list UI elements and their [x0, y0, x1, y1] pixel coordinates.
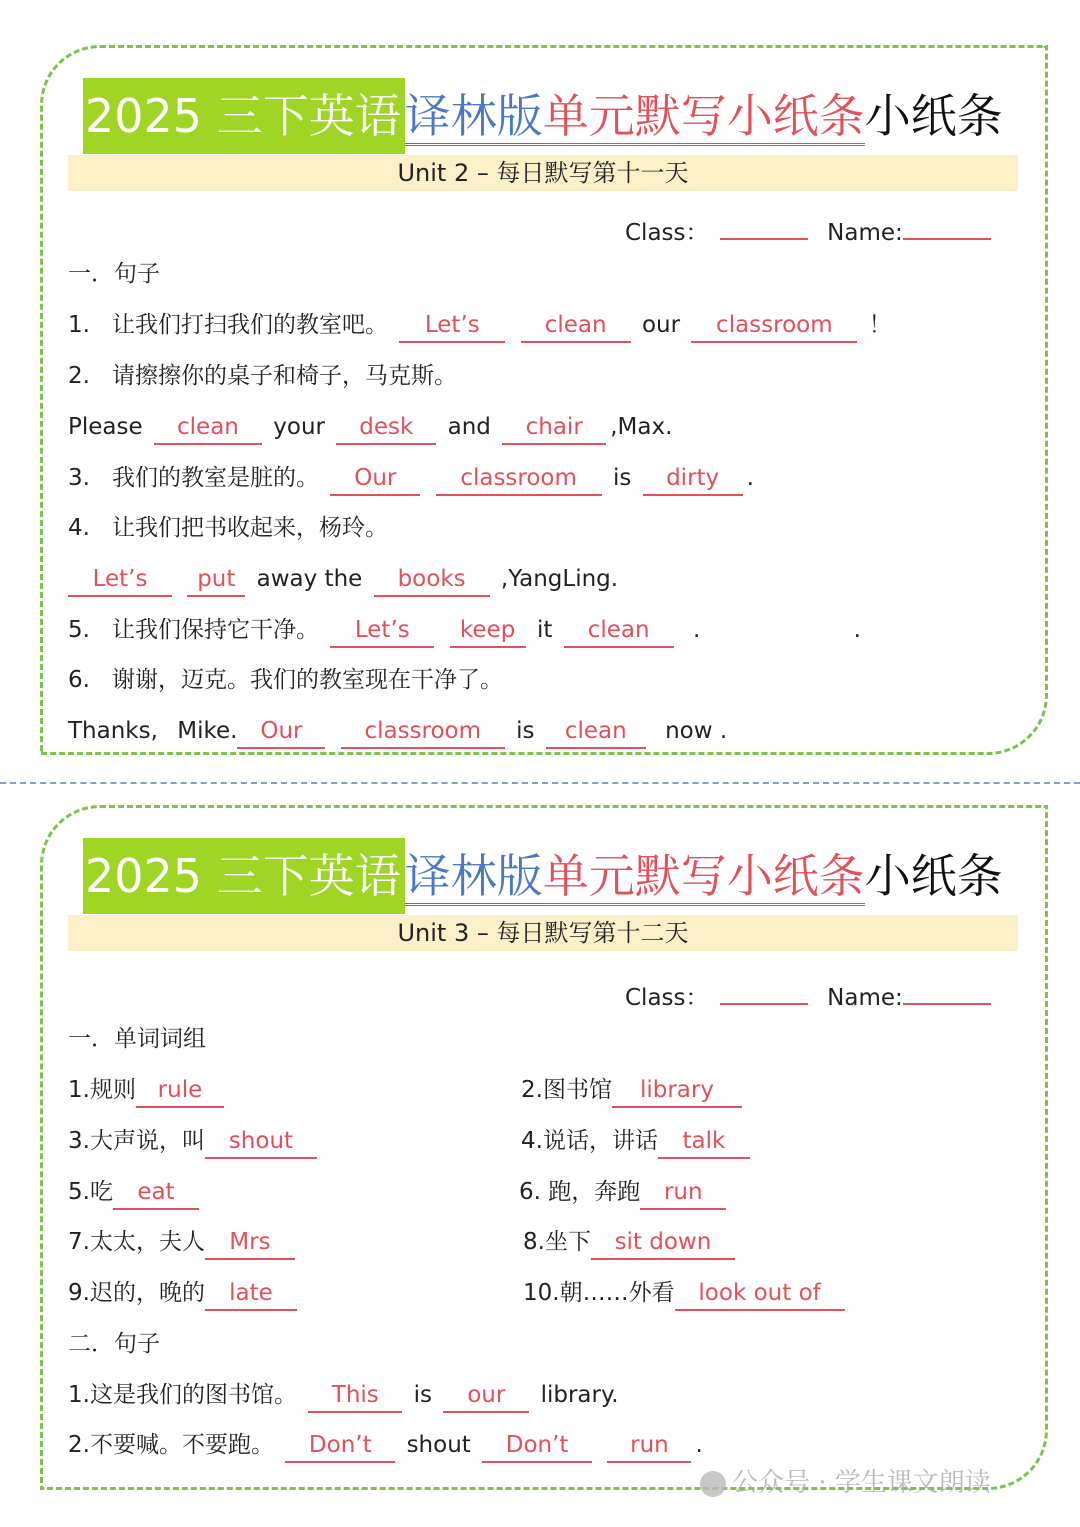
word: Please [68, 414, 143, 440]
word: Mike. [177, 718, 238, 744]
answer-blank[interactable]: chair [502, 411, 606, 445]
word: now . [665, 718, 728, 744]
card-subtitle: Unit 2 – 每日默写第十一天 [68, 155, 1018, 191]
word-item [68, 1277, 301, 1311]
answer-blank[interactable]: Our [237, 715, 325, 749]
sentence-2-answer [68, 411, 672, 445]
chinese-prompt: 让我们保持它干净。 [112, 617, 319, 643]
word: ,Max. [610, 414, 673, 440]
answer-blank[interactable]: classroom [436, 462, 602, 496]
answer-blank[interactable]: library [612, 1074, 742, 1108]
class-name-row [625, 973, 995, 1014]
class-blank[interactable] [720, 208, 808, 240]
chinese-prompt: 请擦擦你的桌子和椅子，马克斯。 [112, 363, 457, 389]
word-prompt: 7.太太，夫人 [68, 1229, 205, 1255]
word-item [68, 1125, 321, 1159]
title-year-part: 2025 三下英语 [83, 78, 405, 154]
word-prompt: 3.大声说，叫 [68, 1128, 205, 1154]
answer-blank[interactable]: run [640, 1176, 726, 1210]
title-black-part: 小纸条 [864, 849, 1003, 903]
answer-blank[interactable]: clean [154, 411, 262, 445]
sentence-6-prompt [68, 664, 503, 696]
section-title-words: 一．单词词组 [68, 1026, 206, 1052]
word: our [641, 312, 681, 338]
card-title [83, 838, 1003, 914]
answer-blank[interactable]: desk [336, 411, 436, 445]
chinese-prompt: 让我们打扫我们的教室吧。 [112, 312, 388, 338]
sentence-3 [68, 462, 754, 496]
word-item [523, 1226, 739, 1260]
word-item [521, 1125, 754, 1159]
word: away the [256, 566, 363, 592]
sentence-2 [68, 1429, 703, 1463]
word-prompt: 10.朝……外看 [523, 1280, 675, 1306]
word-prompt: 5.吃 [68, 1179, 113, 1205]
answer-blank[interactable]: shout [205, 1125, 317, 1159]
word: is [612, 465, 632, 491]
name-blank[interactable] [903, 973, 991, 1005]
answer-blank[interactable]: Mrs [205, 1226, 295, 1260]
word: shout [406, 1432, 471, 1458]
answer-blank[interactable]: Let’s [330, 614, 434, 648]
answer-blank[interactable]: eat [113, 1176, 199, 1210]
word: it [536, 617, 553, 643]
name-blank[interactable] [903, 208, 991, 240]
punctuation: ！ [868, 312, 892, 338]
punctuation: . [746, 465, 754, 491]
item-number: 5. [68, 617, 90, 643]
class-label: Class： [625, 985, 709, 1011]
word: your [273, 414, 325, 440]
chinese-prompt: 我们的教室是脏的。 [112, 465, 319, 491]
word-prompt: 2.图书馆 [521, 1077, 612, 1103]
chinese-prompt: 让我们把书收起来，杨玲。 [112, 515, 388, 541]
title-black-part: 小纸条 [864, 89, 1003, 143]
chinese-prompt: 2.不要喊。不要跑。 [68, 1432, 274, 1458]
name-label: Name: [827, 985, 903, 1011]
word-item [68, 1176, 203, 1210]
class-label: Class： [625, 220, 709, 246]
answer-blank[interactable]: clean [546, 715, 646, 749]
answer-blank[interactable]: dirty [643, 462, 743, 496]
sentence-1 [68, 309, 892, 343]
word-item [521, 1074, 746, 1108]
punctuation: . [853, 617, 861, 643]
sentence-6-answer [68, 715, 727, 749]
word-prompt: 1.规则 [68, 1077, 136, 1103]
word-prompt: 8.坐下 [523, 1229, 591, 1255]
answer-blank[interactable]: talk [658, 1125, 750, 1159]
answer-blank[interactable]: classroom [341, 715, 505, 749]
word: Thanks, [68, 718, 158, 744]
answer-blank[interactable]: This [308, 1379, 402, 1413]
watermark [700, 1462, 991, 1499]
watermark-text: 公众号 · 学生课文朗读 [732, 1468, 991, 1498]
dictation-card-unit3 [40, 805, 1048, 1490]
punctuation: . [695, 1432, 703, 1458]
sentence-4-prompt [68, 512, 388, 544]
word-prompt: 9.迟的，晚的 [68, 1280, 205, 1306]
answer-blank[interactable]: clean [564, 614, 674, 648]
sentence-1 [68, 1379, 619, 1413]
word-item [523, 1277, 849, 1311]
word: is [516, 718, 535, 744]
title-edition-part: 译林版 [405, 849, 543, 906]
word-item [68, 1226, 299, 1260]
sentence-2-prompt [68, 360, 457, 392]
answer-blank[interactable]: keep [450, 614, 526, 648]
item-number: 1. [68, 312, 90, 338]
answer-blank[interactable]: rule [136, 1074, 224, 1108]
answer-blank[interactable]: clean [521, 309, 631, 343]
answer-blank[interactable]: look out of [675, 1277, 845, 1311]
word: and [447, 414, 491, 440]
item-number: 6. [68, 667, 90, 693]
cut-line-divider [0, 782, 1080, 784]
title-red-part: 单元默写小纸条 [543, 89, 865, 146]
chinese-prompt: 谢谢，迈克。我们的教室现在干净了。 [112, 667, 503, 693]
item-number: 3. [68, 465, 90, 491]
class-name-row [625, 208, 995, 249]
item-number: 2. [68, 363, 90, 389]
answer-blank[interactable]: our [443, 1379, 529, 1413]
chinese-prompt: 1.这是我们的图书馆。 [68, 1382, 297, 1408]
class-blank[interactable] [720, 973, 808, 1005]
answer-blank[interactable]: run [607, 1429, 691, 1463]
punctuation: . [692, 617, 701, 643]
word-prompt: 4.说话，讲话 [521, 1128, 658, 1154]
answer-blank[interactable]: late [205, 1277, 297, 1311]
answer-blank[interactable]: Let’s [68, 563, 172, 597]
wechat-icon [700, 1471, 726, 1497]
answer-blank[interactable]: Don’t [285, 1429, 395, 1463]
answer-blank[interactable]: Our [330, 462, 420, 496]
item-number: 4. [68, 515, 90, 541]
sentence-4-answer [68, 563, 618, 597]
word: is [413, 1382, 432, 1408]
title-red-part: 单元默写小纸条 [543, 849, 865, 906]
dictation-card-unit2 [40, 45, 1048, 755]
sentence-5 [68, 614, 861, 648]
answer-blank[interactable]: books [374, 563, 490, 597]
answer-blank[interactable]: Let’s [399, 309, 505, 343]
word-item [519, 1176, 730, 1210]
word-item [68, 1074, 228, 1108]
title-year-part: 2025 三下英语 [83, 838, 405, 914]
card-subtitle: Unit 3 – 每日默写第十二天 [68, 915, 1018, 951]
answer-blank[interactable]: Don’t [482, 1429, 592, 1463]
answer-blank[interactable]: classroom [691, 309, 857, 343]
word-prompt: 6. 跑，奔跑 [519, 1179, 641, 1205]
word: ,YangLing. [500, 566, 619, 592]
name-label: Name: [827, 220, 903, 246]
answer-blank[interactable]: put [187, 563, 245, 597]
word: library. [540, 1382, 619, 1408]
title-edition-part: 译林版 [405, 89, 543, 146]
answer-blank[interactable]: sit down [591, 1226, 735, 1260]
card-title [83, 78, 1003, 154]
section-title-sentences: 二．句子 [68, 1331, 160, 1357]
section-title: 一．句子 [68, 261, 160, 287]
